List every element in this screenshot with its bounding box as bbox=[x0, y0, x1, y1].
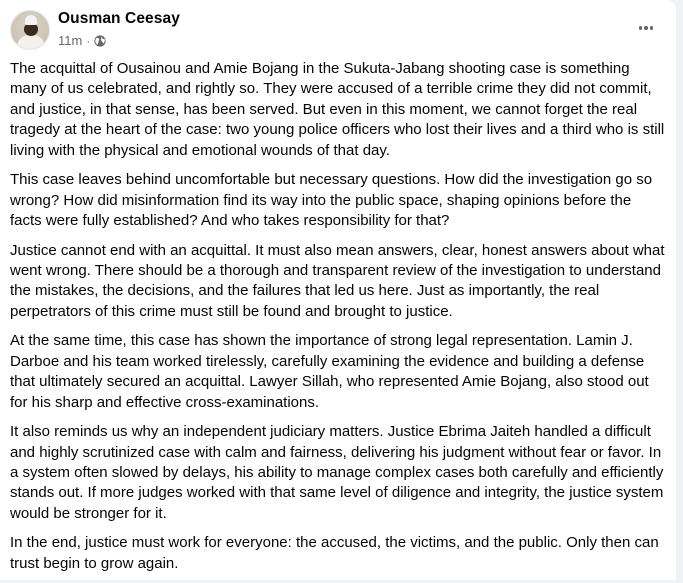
post-paragraph: In the end, justice must work for everyone: the accused, the victims, and the public. Only then can trust begin to grow again. bbox=[10, 534, 659, 572]
globe-icon[interactable] bbox=[94, 35, 106, 47]
post-paragraph: At the same time, this case has shown the importance of strong legal representation. Lamin J. Darboe and his team worked tirelessly, carefully examining the evidence and building a defense that ultimately secured an acquittal. Lawyer Sillah, who represented Amie Bojang, also stood out for his sharp and effective cross-examinations. bbox=[10, 332, 649, 411]
post-meta bbox=[58, 33, 106, 48]
avatar-robe-shape bbox=[17, 35, 45, 50]
author-avatar[interactable] bbox=[10, 10, 50, 50]
author-name[interactable]: Ousman Ceesay bbox=[58, 10, 180, 27]
more-horizontal-icon-dot bbox=[639, 26, 643, 30]
post-paragraph: This case leaves behind uncomfortable but necessary questions. How did the investigation go so wrong? How did misinformation find its way into the public space, shaping opinions before the facts were fully established? And who takes responsibility for that? bbox=[10, 171, 653, 230]
more-horizontal-icon-dot bbox=[644, 26, 648, 30]
post-paragraph: The acquittal of Ousainou and Amie Bojang in the Sukuta-Jabang shooting case is something many of us celebrated, and rightly so. They were accused of a terrible crime they did not commit, and justice, in that sense, has been served. But even in this moment, we cannot forget the real tragedy at the heart of the case: two young police officers who lost their lives and a third who is still living with the physical and emotional wounds of that day. bbox=[10, 60, 665, 159]
post-timestamp[interactable]: 11m bbox=[58, 33, 83, 48]
more-options-button[interactable] bbox=[634, 20, 658, 36]
post-paragraph: Justice cannot end with an acquittal. It must also mean answers, clear, honest answers about what went wrong. There should be a thorough and transparent review of the investigation to understand the mistakes, the decisions, and the failures that led us here. Just as importantly, the real perpetrators of this crime must still be found and brought to justice. bbox=[10, 241, 665, 320]
post-paragraph: It also reminds us why an independent judiciary matters. Justice Ebrima Jaiteh handled a difficult and highly scrutinized case with calm and fairness, delivering his judgment without fear or favor. In a system often slowed by delays, his ability to manage complex cases both carefully and efficiently stands out. If more judges worked with that same level of diligence and integrity, the justice system would be stronger for it. bbox=[10, 423, 664, 522]
more-horizontal-icon-dot bbox=[650, 26, 654, 30]
post-body bbox=[10, 59, 665, 583]
post-header bbox=[10, 10, 670, 50]
avatar-cap-shape bbox=[25, 15, 37, 25]
meta-separator: · bbox=[86, 33, 91, 48]
